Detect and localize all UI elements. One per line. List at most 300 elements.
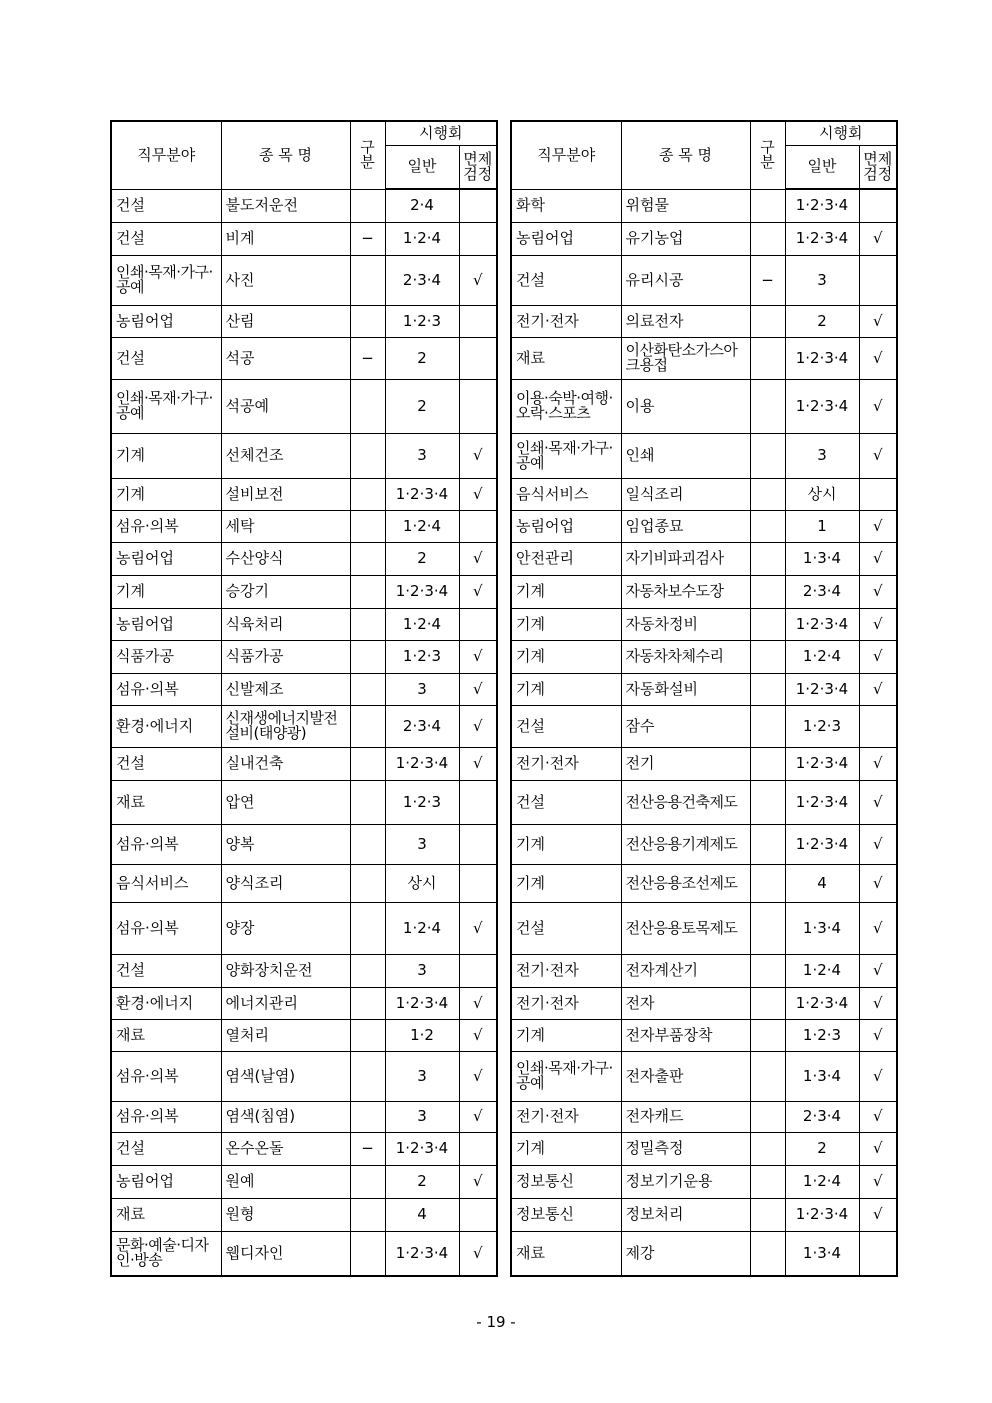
item-cell: 전자캐드: [621, 1101, 750, 1132]
table-row: [111, 747, 497, 780]
gubun-cell: [750, 1231, 785, 1276]
item-cell: 석공: [221, 337, 350, 379]
general-cell: 3: [385, 824, 459, 864]
exempt-cell: [459, 305, 497, 337]
general-cell: 1·2·3: [785, 1019, 859, 1051]
general-cell: 1·2·3·4: [785, 780, 859, 824]
exempt-cell: √: [859, 640, 897, 673]
gubun-cell: [350, 1051, 385, 1101]
field-cell: 섬유·의복: [111, 902, 221, 954]
field-cell: 건설: [511, 255, 621, 305]
header-exempt: 면제검정: [459, 145, 497, 189]
item-cell: 염색(날염): [221, 1051, 350, 1101]
gubun-cell: [750, 478, 785, 510]
exempt-cell: [459, 379, 497, 433]
table-row: [111, 824, 497, 864]
gubun-cell: [350, 824, 385, 864]
exempt-cell: [459, 824, 497, 864]
exempt-cell: [859, 478, 897, 510]
field-cell: 섬유·의복: [111, 673, 221, 705]
gubun-cell: [750, 222, 785, 255]
field-cell: 화학: [511, 189, 621, 222]
header-field: 직무분야: [111, 121, 221, 189]
field-cell: 섬유·의복: [111, 1101, 221, 1132]
field-cell: 기계: [111, 575, 221, 608]
exempt-cell: √: [459, 1019, 497, 1051]
general-cell: 1·2·4: [385, 222, 459, 255]
table-row: [111, 1198, 497, 1231]
table-row: [511, 1198, 897, 1231]
gubun-cell: [750, 1132, 785, 1165]
exempt-cell: √: [859, 1132, 897, 1165]
item-cell: 전산응용토목제도: [621, 902, 750, 954]
general-cell: 1·2·3·4: [785, 337, 859, 379]
gubun-cell: −: [750, 255, 785, 305]
header-field: 직무분야: [511, 121, 621, 189]
field-cell: 기계: [511, 575, 621, 608]
gubun-cell: [750, 824, 785, 864]
table-row: [111, 575, 497, 608]
gubun-cell: [750, 1165, 785, 1198]
gubun-cell: [350, 1019, 385, 1051]
exempt-cell: √: [459, 1231, 497, 1276]
exempt-cell: √: [459, 575, 497, 608]
item-cell: 자동화설비: [621, 673, 750, 705]
gubun-cell: [350, 433, 385, 478]
field-cell: 농림어업: [111, 305, 221, 337]
gubun-cell: [350, 1231, 385, 1276]
table-row: [111, 478, 497, 510]
general-cell: 2: [385, 379, 459, 433]
exempt-cell: √: [859, 433, 897, 478]
field-cell: 건설: [111, 747, 221, 780]
item-cell: 실내건축: [221, 747, 350, 780]
item-cell: 승강기: [221, 575, 350, 608]
gubun-cell: [750, 987, 785, 1019]
item-cell: 잠수: [621, 705, 750, 747]
exempt-cell: √: [859, 542, 897, 575]
general-cell: 1·2·4: [785, 640, 859, 673]
table-row: [111, 542, 497, 575]
gubun-cell: [350, 510, 385, 542]
general-cell: 4: [785, 864, 859, 902]
field-cell: 재료: [111, 1019, 221, 1051]
item-cell: 전자계산기: [621, 954, 750, 987]
item-cell: 세탁: [221, 510, 350, 542]
general-cell: 1·2·3·4: [785, 608, 859, 640]
item-cell: 일식조리: [621, 478, 750, 510]
general-cell: 1·2·3: [785, 705, 859, 747]
item-cell: 의료전자: [621, 305, 750, 337]
header-exempt: 면제검정: [859, 145, 897, 189]
item-cell: 산림: [221, 305, 350, 337]
gubun-cell: [750, 864, 785, 902]
table-row: [111, 1101, 497, 1132]
item-cell: 열처리: [221, 1019, 350, 1051]
exempt-cell: √: [459, 433, 497, 478]
item-cell: 양화장치운전: [221, 954, 350, 987]
field-cell: 식품가공: [111, 640, 221, 673]
exempt-cell: √: [859, 1165, 897, 1198]
gubun-cell: [350, 640, 385, 673]
table-row: [111, 189, 497, 222]
exempt-cell: √: [859, 1051, 897, 1101]
table-row: [511, 673, 897, 705]
item-cell: 신재생에너지발전설비(태양광): [221, 705, 350, 747]
item-cell: 자기비파괴검사: [621, 542, 750, 575]
header-general: 일반: [385, 145, 459, 189]
header-item: 종 목 명: [621, 121, 750, 189]
table-row: [111, 1231, 497, 1276]
general-cell: 3: [385, 954, 459, 987]
field-cell: 재료: [511, 1231, 621, 1276]
table-row: [511, 1132, 897, 1165]
item-cell: 자동차보수도장: [621, 575, 750, 608]
general-cell: 1·2·3: [385, 780, 459, 824]
general-cell: 1·2·3·4: [385, 575, 459, 608]
general-cell: 1·2·4: [385, 608, 459, 640]
exempt-cell: √: [459, 1101, 497, 1132]
field-cell: 전기·전자: [511, 987, 621, 1019]
field-cell: 기계: [511, 608, 621, 640]
general-cell: 1·3·4: [785, 1051, 859, 1101]
general-cell: 2·3·4: [785, 575, 859, 608]
general-cell: 1·2·3·4: [785, 189, 859, 222]
left-table: [110, 120, 498, 1277]
item-cell: 원형: [221, 1198, 350, 1231]
general-cell: 상시: [385, 864, 459, 902]
gubun-cell: [350, 608, 385, 640]
exempt-cell: [459, 337, 497, 379]
general-cell: 상시: [785, 478, 859, 510]
item-cell: 이용: [621, 379, 750, 433]
item-cell: 자동차정비: [621, 608, 750, 640]
general-cell: 1·2·3·4: [785, 379, 859, 433]
field-cell: 기계: [511, 1132, 621, 1165]
field-cell: 인쇄·목재·가구·공예: [111, 379, 221, 433]
field-cell: 기계: [511, 640, 621, 673]
gubun-cell: [750, 305, 785, 337]
exempt-cell: √: [859, 954, 897, 987]
gubun-cell: [350, 673, 385, 705]
item-cell: 식품가공: [221, 640, 350, 673]
item-cell: 전산응용조선제도: [621, 864, 750, 902]
table-row: [111, 608, 497, 640]
item-cell: 전산응용건축제도: [621, 780, 750, 824]
gubun-cell: [750, 1019, 785, 1051]
table-row: [511, 902, 897, 954]
field-cell: 재료: [111, 780, 221, 824]
table-row: [511, 510, 897, 542]
general-cell: 2: [785, 305, 859, 337]
gubun-cell: [750, 608, 785, 640]
table-row: [511, 433, 897, 478]
table-row: [111, 222, 497, 255]
item-cell: 설비보전: [221, 478, 350, 510]
table-row: [511, 222, 897, 255]
exempt-cell: √: [459, 673, 497, 705]
exempt-cell: √: [459, 987, 497, 1019]
table-row: [511, 1019, 897, 1051]
gubun-cell: [350, 379, 385, 433]
header-item: 종 목 명: [221, 121, 350, 189]
general-cell: 3: [385, 1101, 459, 1132]
general-cell: 2: [385, 337, 459, 379]
general-cell: 1·3·4: [785, 1231, 859, 1276]
table-row: [511, 337, 897, 379]
table-row: [511, 780, 897, 824]
table-row: [511, 379, 897, 433]
gubun-cell: [750, 542, 785, 575]
item-cell: 양복: [221, 824, 350, 864]
exempt-cell: [459, 222, 497, 255]
general-cell: 1·2·4: [385, 902, 459, 954]
exempt-cell: √: [459, 255, 497, 305]
gubun-cell: [350, 954, 385, 987]
item-cell: 에너지관리: [221, 987, 350, 1019]
field-cell: 섬유·의복: [111, 1051, 221, 1101]
field-cell: 농림어업: [111, 608, 221, 640]
table-row: [511, 1101, 897, 1132]
exempt-cell: √: [859, 864, 897, 902]
gubun-cell: [350, 575, 385, 608]
exempt-cell: [859, 255, 897, 305]
item-cell: 수산양식: [221, 542, 350, 575]
item-cell: 웹디자인: [221, 1231, 350, 1276]
gubun-cell: [750, 747, 785, 780]
table-row: [111, 987, 497, 1019]
item-cell: 자동차차체수리: [621, 640, 750, 673]
table-row: [511, 864, 897, 902]
exempt-cell: [859, 189, 897, 222]
exempt-cell: √: [859, 1019, 897, 1051]
general-cell: 2: [385, 1165, 459, 1198]
item-cell: 정보처리: [621, 1198, 750, 1231]
gubun-cell: [750, 780, 785, 824]
field-cell: 건설: [111, 954, 221, 987]
gubun-cell: [750, 1051, 785, 1101]
field-cell: 섬유·의복: [111, 510, 221, 542]
item-cell: 이산화탄소가스아크용접: [621, 337, 750, 379]
exempt-cell: √: [859, 1101, 897, 1132]
item-cell: 제강: [621, 1231, 750, 1276]
exempt-cell: √: [859, 337, 897, 379]
field-cell: 전기·전자: [511, 747, 621, 780]
general-cell: 1·2·4: [385, 510, 459, 542]
item-cell: 위험물: [621, 189, 750, 222]
table-row: [511, 575, 897, 608]
table-row: [111, 705, 497, 747]
table-row: [111, 337, 497, 379]
exempt-cell: √: [859, 987, 897, 1019]
general-cell: 1·2·4: [785, 954, 859, 987]
general-cell: 1·2·3·4: [385, 478, 459, 510]
item-cell: 전자: [621, 987, 750, 1019]
item-cell: 염색(침염): [221, 1101, 350, 1132]
exempt-cell: √: [459, 640, 497, 673]
field-cell: 문화·예술·디자인·방송: [111, 1231, 221, 1276]
table-row: [511, 255, 897, 305]
table-row: [511, 1165, 897, 1198]
gubun-cell: −: [350, 222, 385, 255]
field-cell: 재료: [511, 337, 621, 379]
general-cell: 3: [785, 255, 859, 305]
gubun-cell: [350, 255, 385, 305]
gubun-cell: [350, 987, 385, 1019]
table-row: [511, 1231, 897, 1276]
exempt-cell: √: [859, 379, 897, 433]
general-cell: 2: [385, 542, 459, 575]
field-cell: 건설: [111, 189, 221, 222]
general-cell: 3: [385, 1051, 459, 1101]
field-cell: 환경·에너지: [111, 987, 221, 1019]
gubun-cell: [350, 902, 385, 954]
table-row: [511, 1051, 897, 1101]
general-cell: 1·2·3·4: [385, 987, 459, 1019]
table-row: [511, 542, 897, 575]
exempt-cell: √: [859, 747, 897, 780]
field-cell: 인쇄·목재·가구·공예: [511, 1051, 621, 1101]
field-cell: 기계: [111, 433, 221, 478]
item-cell: 전기: [621, 747, 750, 780]
header-gubun: 구분: [750, 121, 785, 189]
exempt-cell: √: [859, 305, 897, 337]
field-cell: 기계: [511, 864, 621, 902]
gubun-cell: [350, 780, 385, 824]
exempt-cell: √: [459, 1165, 497, 1198]
gubun-cell: [350, 305, 385, 337]
gubun-cell: [750, 433, 785, 478]
field-cell: 이용·숙박·여행·오락·스포츠: [511, 379, 621, 433]
exempt-cell: √: [859, 575, 897, 608]
field-cell: 정보통신: [511, 1165, 621, 1198]
header-rounds: 시행회: [385, 121, 497, 145]
field-cell: 기계: [111, 478, 221, 510]
item-cell: 비계: [221, 222, 350, 255]
item-cell: 양장: [221, 902, 350, 954]
gubun-cell: [350, 864, 385, 902]
general-cell: 2: [785, 1132, 859, 1165]
table-row: [511, 824, 897, 864]
gubun-cell: [350, 1101, 385, 1132]
general-cell: 1·3·4: [785, 542, 859, 575]
exempt-cell: [459, 189, 497, 222]
general-cell: 1·2·3·4: [785, 1198, 859, 1231]
field-cell: 건설: [511, 705, 621, 747]
item-cell: 전자부품장착: [621, 1019, 750, 1051]
item-cell: 전자출판: [621, 1051, 750, 1101]
general-cell: 1·2·3·4: [385, 747, 459, 780]
gubun-cell: [750, 1101, 785, 1132]
field-cell: 재료: [111, 1198, 221, 1231]
field-cell: 건설: [111, 337, 221, 379]
general-cell: 2·4: [385, 189, 459, 222]
general-cell: 1·2·3·4: [785, 222, 859, 255]
field-cell: 건설: [111, 222, 221, 255]
item-cell: 정밀측정: [621, 1132, 750, 1165]
gubun-cell: [350, 189, 385, 222]
field-cell: 섬유·의복: [111, 824, 221, 864]
general-cell: 1·3·4: [785, 902, 859, 954]
table-row: [511, 189, 897, 222]
item-cell: 임업종묘: [621, 510, 750, 542]
general-cell: 2·3·4: [785, 1101, 859, 1132]
table-row: [111, 864, 497, 902]
field-cell: 정보통신: [511, 1198, 621, 1231]
item-cell: 정보기기운용: [621, 1165, 750, 1198]
gubun-cell: [750, 673, 785, 705]
table-row: [511, 640, 897, 673]
field-cell: 전기·전자: [511, 954, 621, 987]
table-row: [111, 1019, 497, 1051]
general-cell: 3: [385, 433, 459, 478]
field-cell: 환경·에너지: [111, 705, 221, 747]
exempt-cell: √: [859, 510, 897, 542]
gubun-cell: [350, 1165, 385, 1198]
field-cell: 안전관리: [511, 542, 621, 575]
exempt-cell: [459, 510, 497, 542]
exempt-cell: [859, 1231, 897, 1276]
field-cell: 기계: [511, 824, 621, 864]
table-row: [111, 640, 497, 673]
field-cell: 전기·전자: [511, 305, 621, 337]
general-cell: 1·2: [385, 1019, 459, 1051]
field-cell: 음식서비스: [111, 864, 221, 902]
table-row: [111, 1132, 497, 1165]
table-row: [111, 673, 497, 705]
table-row: [111, 954, 497, 987]
general-cell: 3: [385, 673, 459, 705]
item-cell: 유기농업: [621, 222, 750, 255]
field-cell: 건설: [111, 1132, 221, 1165]
field-cell: 기계: [511, 1019, 621, 1051]
table-row: [111, 255, 497, 305]
field-cell: 기계: [511, 673, 621, 705]
field-cell: 농림어업: [511, 510, 621, 542]
general-cell: 1·2·3·4: [385, 1132, 459, 1165]
general-cell: 4: [385, 1198, 459, 1231]
exempt-cell: √: [459, 1051, 497, 1101]
item-cell: 인쇄: [621, 433, 750, 478]
table-row: [511, 305, 897, 337]
item-cell: 식육처리: [221, 608, 350, 640]
table-row: [111, 510, 497, 542]
field-cell: 농림어업: [111, 1165, 221, 1198]
field-cell: 농림어업: [111, 542, 221, 575]
general-cell: 2·3·4: [385, 705, 459, 747]
table-row: [511, 478, 897, 510]
table-row: [111, 1165, 497, 1198]
header-rounds: 시행회: [785, 121, 897, 145]
table-row: [511, 987, 897, 1019]
table-row: [511, 747, 897, 780]
gubun-cell: [750, 510, 785, 542]
exempt-cell: √: [859, 222, 897, 255]
item-cell: 온수온돌: [221, 1132, 350, 1165]
exempt-cell: √: [859, 673, 897, 705]
general-cell: 1·2·3: [385, 305, 459, 337]
gubun-cell: [750, 575, 785, 608]
exempt-cell: [459, 1132, 497, 1165]
gubun-cell: [750, 954, 785, 987]
header-gubun: 구분: [350, 121, 385, 189]
gubun-cell: [350, 705, 385, 747]
exempt-cell: √: [859, 780, 897, 824]
exempt-cell: √: [459, 747, 497, 780]
gubun-cell: [750, 189, 785, 222]
general-cell: 1·2·3·4: [785, 673, 859, 705]
exempt-cell: √: [859, 902, 897, 954]
